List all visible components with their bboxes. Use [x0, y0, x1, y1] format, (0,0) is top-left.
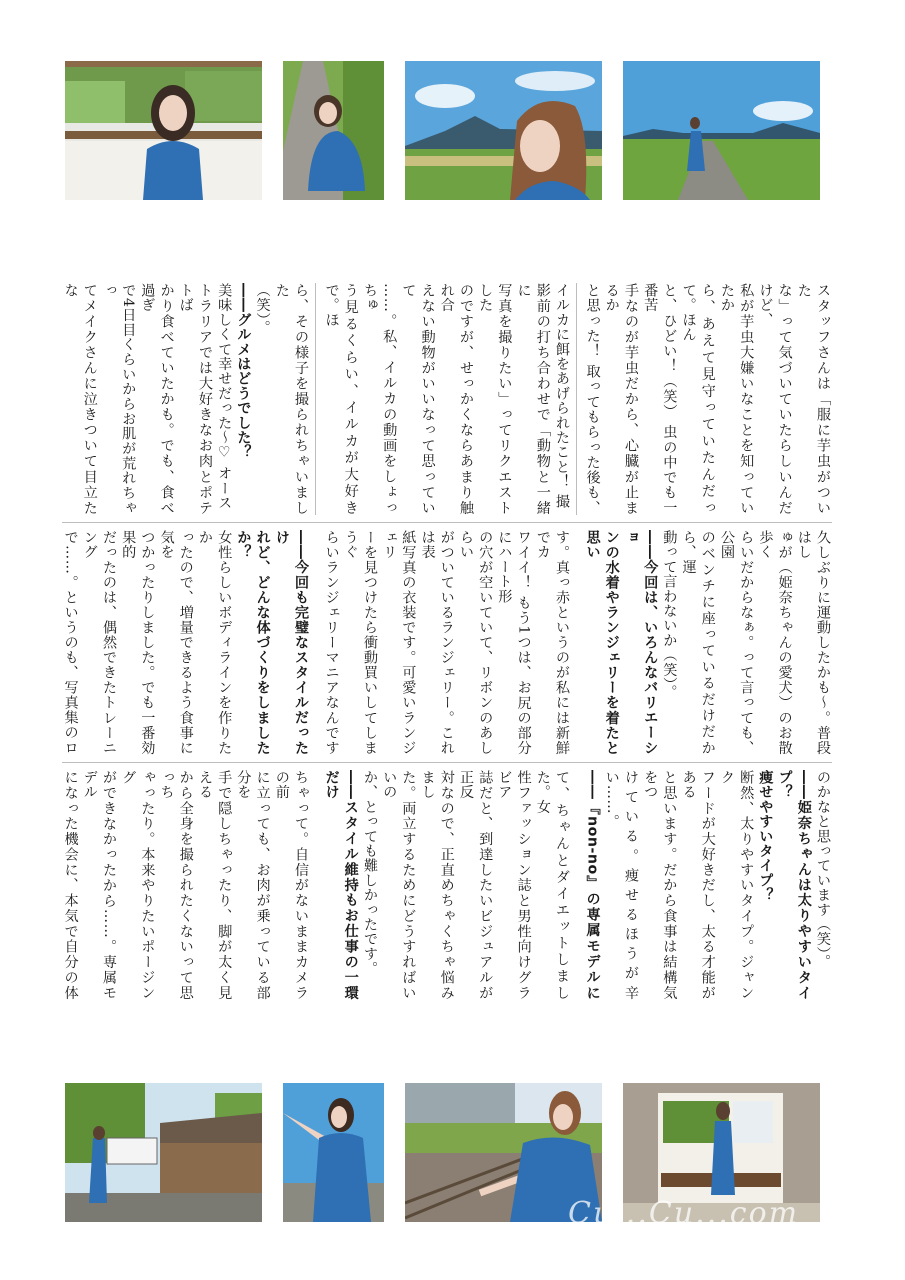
body-text: ゃったり。本来やりたいポージング	[120, 770, 156, 1000]
body-text: 美味しくて幸せだった～♡ オース	[216, 283, 233, 511]
body-text: ワイイ！ もう1つは、お尻の部分にハート形	[496, 530, 532, 755]
article-column-2c	[62, 530, 310, 755]
body-text: に立っても、お肉が乗っている部分を	[235, 770, 271, 1000]
body-text: のですが、せっかくならあまり触れ合	[438, 283, 474, 515]
interview-question: ――『non-no』の専属モデルに	[584, 770, 601, 1000]
body-text: （笑）。	[254, 283, 271, 335]
photo-mountain-closeup-image	[405, 61, 602, 200]
body-text: ……。私、イルカの動画をしょっちゅ	[361, 283, 398, 515]
article-column-3c	[62, 770, 310, 1000]
article-tier-2	[62, 530, 832, 755]
photo-arms-raised-image	[283, 1083, 384, 1222]
body-text: らいランジェリーマニアなんです	[323, 530, 340, 755]
body-text: ら、その様子を撮られちゃいました	[273, 283, 309, 515]
body-text: つかったりしました。でも一番効果的	[120, 530, 156, 755]
body-text: 手で隠しちゃったり、脚が太く見える	[196, 770, 233, 1000]
body-text: トラリアでは大好きなお肉とポテトば	[177, 283, 213, 515]
interview-question: ――姫奈ちゃんは太りやすいタイプ？	[776, 770, 812, 1000]
body-text: けている。痩せるほうが辛い……。	[603, 770, 639, 1000]
photo-road-walking-image	[623, 61, 820, 200]
body-text: か、とっても難しかったです。	[361, 770, 378, 976]
body-text: で……。というのも、写真集のロ	[62, 530, 79, 755]
body-text: だったのは、偶然できたトレーニング	[81, 530, 117, 755]
article-tier-3	[62, 770, 832, 1000]
body-text: て、ちゃんとダイエットしました。女	[534, 770, 570, 1000]
body-text: す。真っ赤というのが私には新鮮でカ	[534, 530, 570, 755]
body-text: と思った！ 取ってもらった後も、	[584, 283, 601, 515]
photo-top-3	[405, 61, 602, 200]
body-text: ゅが（姫奈ちゃんの愛犬）のお散歩く	[757, 530, 793, 755]
interview-question: ――今回は、いろんなバリエーショ	[622, 530, 659, 755]
interview-question: れど、どんな体づくりをしましたか？	[235, 530, 271, 755]
photo-bottom-2	[283, 1083, 384, 1222]
article-column-3b	[323, 770, 571, 1000]
body-text: と、ひどい！（笑） 虫の中でも一番苦	[642, 283, 678, 515]
body-text: 誌だと、到達したいビジュアルが正反	[457, 770, 494, 1000]
body-text: のかなと思っています（笑）。	[815, 770, 831, 969]
article-column-1b	[323, 283, 571, 515]
body-text: 私が芋虫大嫌いなことを知っていたか	[718, 283, 755, 515]
body-text: た。両立するためにどうすればいいの	[381, 770, 417, 1000]
body-text: ーを見つけたら衝動買いしてしまうぐ	[342, 530, 378, 755]
body-text: ちゃって。自信がないままカメラの前	[273, 770, 309, 1000]
photo-station-bench-image	[65, 61, 262, 200]
body-text: かり食べていたかも。でも、食べ過ぎ	[139, 283, 175, 515]
body-text: 写真を撮りたい」ってリクエストした	[477, 283, 513, 515]
body-text: がついているランジェリー。これは表	[419, 530, 455, 755]
article-column-1a	[584, 283, 832, 515]
interview-question: ――スタイル維持もお仕事の一環だけ	[323, 770, 359, 1000]
watermark-text: Cu...Cu...com	[568, 1196, 800, 1231]
body-text: な」って気づいていたらしいんだけど、	[757, 283, 793, 515]
body-text: で4日目くらいからお肌が荒れちゃっ	[100, 283, 137, 515]
body-text: らいだからなぁ。って言っても、公園	[718, 530, 755, 755]
body-text: ができなかったから……。専属モデル	[81, 770, 117, 1000]
column-divider	[315, 283, 316, 515]
body-text: 影前の打ち合わせで「動物と一緒に	[515, 283, 551, 515]
body-text: になった機会に、本気で自分の体	[62, 770, 79, 1000]
photo-top-1	[65, 61, 262, 200]
body-text: 手なのが芋虫だから、心臓が止まるか	[603, 283, 639, 515]
body-text: 対なので、正直めちゃくちゃ悩みまし	[419, 770, 455, 1000]
body-text: 性ファッション誌と男性向けグラビア	[496, 770, 532, 1000]
photo-top-4	[623, 61, 820, 200]
photo-bottom-1	[65, 1083, 262, 1222]
body-text: と思います。だから食事は結構気をつ	[642, 770, 678, 1000]
article-column-1c	[62, 283, 310, 515]
body-text: のベンチに座っているだけだから、運	[680, 530, 716, 755]
body-text: から全身を撮られたくないって思っち	[158, 770, 194, 1000]
article-column-3a	[584, 770, 832, 1000]
body-text: ら、あえて見守っていたんだって。ほん	[680, 283, 716, 515]
body-text: 紙写真の衣装です。可愛いランジェリ	[381, 530, 417, 755]
body-text: う見るくらい、イルカが大好きで。ほ	[323, 283, 359, 515]
body-text: 断然、太りやすいタイプ。ジャンク	[718, 770, 755, 1000]
photo-top-2	[283, 61, 384, 200]
body-text: えない動物がいいなって思っていて	[400, 283, 436, 515]
body-text: ったので、増量できるよう食事に気を	[158, 530, 194, 755]
body-text: の穴が空いていて、リボンのあしらい	[457, 530, 494, 755]
body-text: イルカに餌をあげられたこと！ 撮	[554, 283, 570, 509]
article-column-2b	[323, 530, 571, 755]
section-divider-top	[62, 522, 832, 523]
body-text: てメイクさんに泣きついて目立たな	[62, 283, 98, 515]
interview-question: ――今回も完璧なスタイルだったけ	[273, 530, 309, 755]
body-text: スタッフさんは「服に芋虫がついた	[795, 283, 831, 515]
interview-question: 痩せやすいタイプ？	[757, 770, 774, 903]
photo-country-road-image	[283, 61, 384, 200]
column-divider	[576, 283, 577, 515]
section-divider-bottom	[62, 762, 832, 763]
body-text: 女性らしいボディラインを作りたか	[196, 530, 233, 755]
interview-question: ンの水着やランジェリーを着たと思い	[584, 530, 620, 755]
body-text: 動って言わないか（笑）。	[661, 530, 678, 700]
body-text: フードが大好きだし、太る才能がある	[680, 770, 716, 1000]
article-column-2a	[584, 530, 832, 755]
interview-question: ――グルメはどうでした？	[235, 283, 252, 460]
photo-station-sign-image	[65, 1083, 262, 1222]
body-text: 久しぶりに運動したかも～。普段はし	[795, 530, 831, 755]
article-tier-1	[62, 283, 832, 515]
